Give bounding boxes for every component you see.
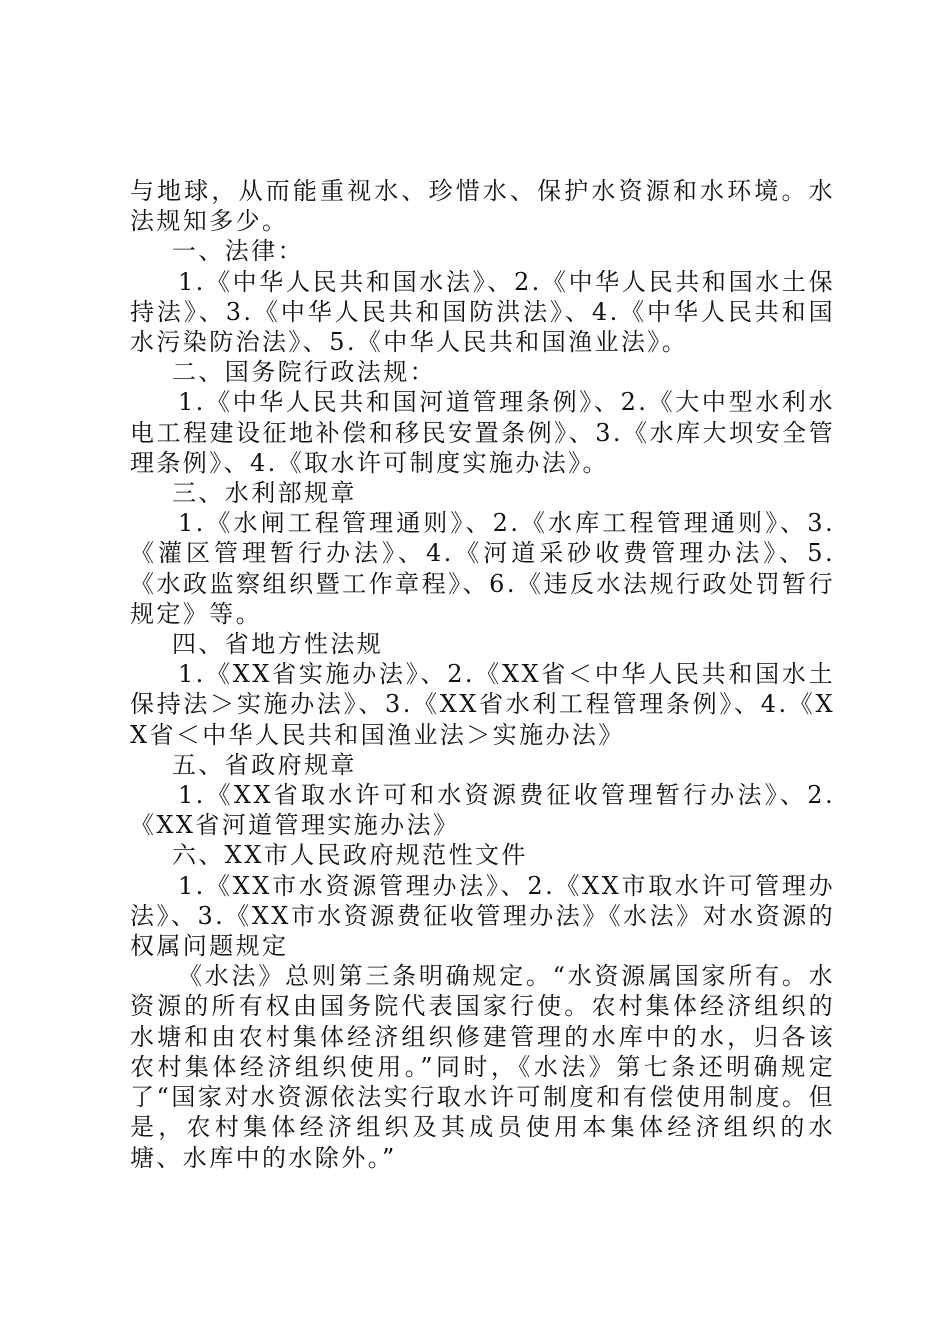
paragraph-intro-continuation: 与地球，从而能重视水、珍惜水、保护水资源和水环境。水法规知多少。 [130,177,835,236]
paragraph-water-ownership: 《水法》总则第三条明确规定。“水资源属国家所有。水资源的所有权由国务院代表国家行使。农村集体经济组织的水塘和由农村集体经济组织修建管理的水库中的水，归各该农村集体经济组织使用。”同时，《水法》第七条还明确规定了“国家对水资源依法实行取水许可制度和有偿使用制度。但是，农村集体经济组织及其成员使用本集体经济组织的水塘、水库中的水除外。” [130,962,835,1172]
paragraph-provincial-regulations-list: 1.《XX省实施办法》、2.《XX省＜中华人民共和国水土保持法＞实施办法》、3.《XX省水利工程管理条例》、4.《XX省＜中华人民共和国渔业法＞实施办法》 [130,660,835,749]
paragraph-city-documents-list: 1.《XX市水资源管理办法》、2.《XX市取水许可管理办法》、3.《XX市水资源费征收管理办法》《水法》对水资源的权属问题规定 [130,871,835,961]
paragraph-provincial-government-rules-list: 1.《XX省取水许可和水资源费征收管理暂行办法》、2.《XX省河道管理实施办法》 [130,781,835,840]
paragraph-state-council-list: 1.《中华人民共和国河道管理条例》、2.《大中型水利水电工程建设征地补偿和移民安置条例》、3.《水库大坝安全管理条例》、4.《取水许可制度实施办法》。 [130,388,835,477]
heading-state-council-regulations: 二、国务院行政法规： [172,358,436,387]
heading-ministry-rules: 三、水利部规章 [172,479,357,508]
paragraph-laws-list: 1.《中华人民共和国水法》、2.《中华人民共和国水土保持法》、3.《中华人民共和国防洪法》、4.《中华人民共和国水污染防治法》、5.《中华人民共和国渔业法》。 [130,267,835,357]
paragraph-ministry-rules-list: 1.《水闸工程管理通则》、2.《水库工程管理通则》、3.《灌区管理暂行办法》、4.《河道采砂收费管理办法》、5.《水政监察组织暨工作章程》、6.《违反水法规行政处罚暂行规定》等。 [130,509,835,628]
document-body [130,176,835,1173]
heading-city-normative-documents: 六、XX市人民政府规范性文件 [172,841,528,870]
heading-provincial-regulations: 四、省地方性法规 [172,630,384,659]
heading-laws: 一、法律： [172,237,304,266]
heading-provincial-government-rules: 五、省政府规章 [172,750,357,779]
